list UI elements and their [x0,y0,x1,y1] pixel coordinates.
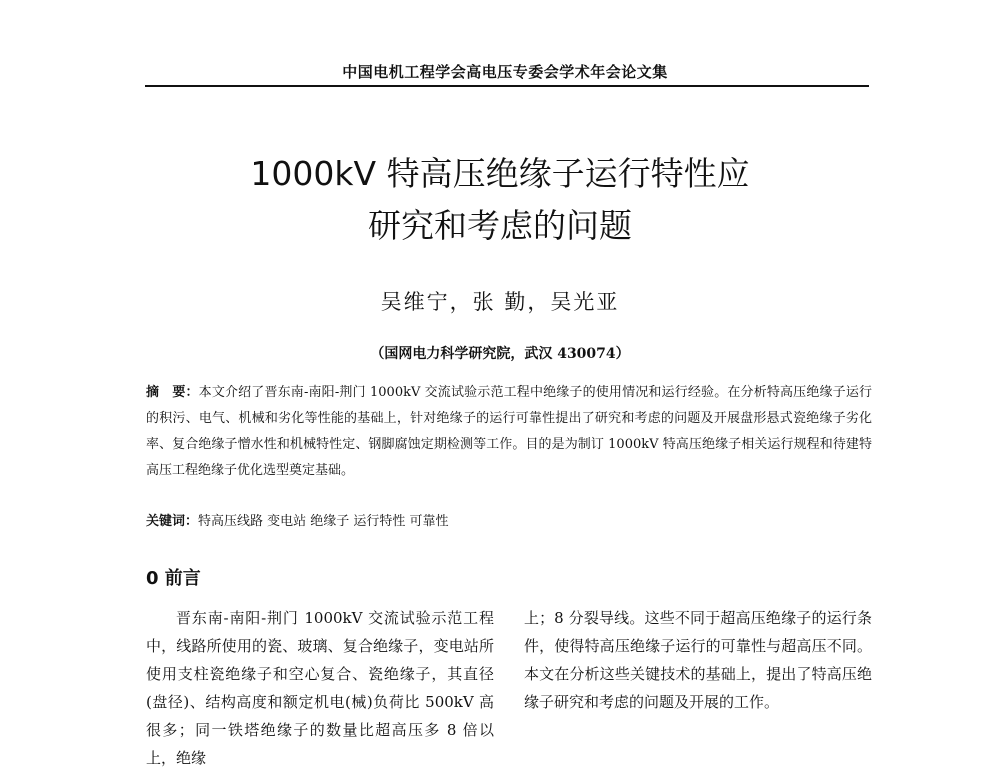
keywords-label: 关键词： [146,514,199,529]
author-list: 吴维宁，张 勤，吴光亚 [380,290,620,314]
abstract [146,380,872,484]
title-line-2: 研究和考虑的问题 [368,206,632,245]
body-right-column: 上；8 分裂导线。这些不同于超高压绝缘子的运行条件，使得特高压绝缘子运行的可靠性与超高压不同。本文在分析这些关键技术的基础上，提出了特高压绝缘子研究和考虑的问题及开展的工作。 [524,609,872,711]
title-line-1: 1000kV 特高压绝缘子运行特性应 [250,154,750,193]
section-heading: 0 前言 [146,568,201,589]
abstract-label: 摘 要： [146,385,199,400]
abstract-text: 本文介绍了晋东南-南阳-荆门 1000kV 交流试验示范工程中绝缘子的使用情况和运行经验。在分析特高压绝缘子运行的积污、电气、机械和劣化等性能的基础上，针对绝缘子的运行可靠性提出了研究和考虑的问题及开展盘形悬式瓷绝缘子劣化率、复合绝缘子憎水性和机械特性定、钢脚腐蚀定期检测等工作。目的是为制订 1000kV 特高压绝缘子相关运行规程和待建特高压工程绝缘子优化选型奠定基础。 [146,385,872,478]
running-header: 中国电机工程学会高电压专委会学术年会论文集 [342,63,668,81]
header-rule [145,85,869,87]
keywords [146,511,872,533]
affiliation: （国网电力科学研究院，武汉 430074） [370,346,630,362]
keywords-text: 特高压线路 变电站 绝缘子 运行特性 可靠性 [198,514,449,529]
paper-title [0,148,1000,252]
body-left-column: 晋东南-南阳-荆门 1000kV 交流试验示范工程中，线路所使用的瓷、玻璃、复合绝缘子，变电站所使用支柱瓷绝缘子和空心复合、瓷绝缘子，其直径(盘径)、结构高度和额定机电(械)负荷比 500kV 高很多；同一铁塔绝缘子的数量比超高压多 8 倍以上，绝缘 [146,609,494,767]
